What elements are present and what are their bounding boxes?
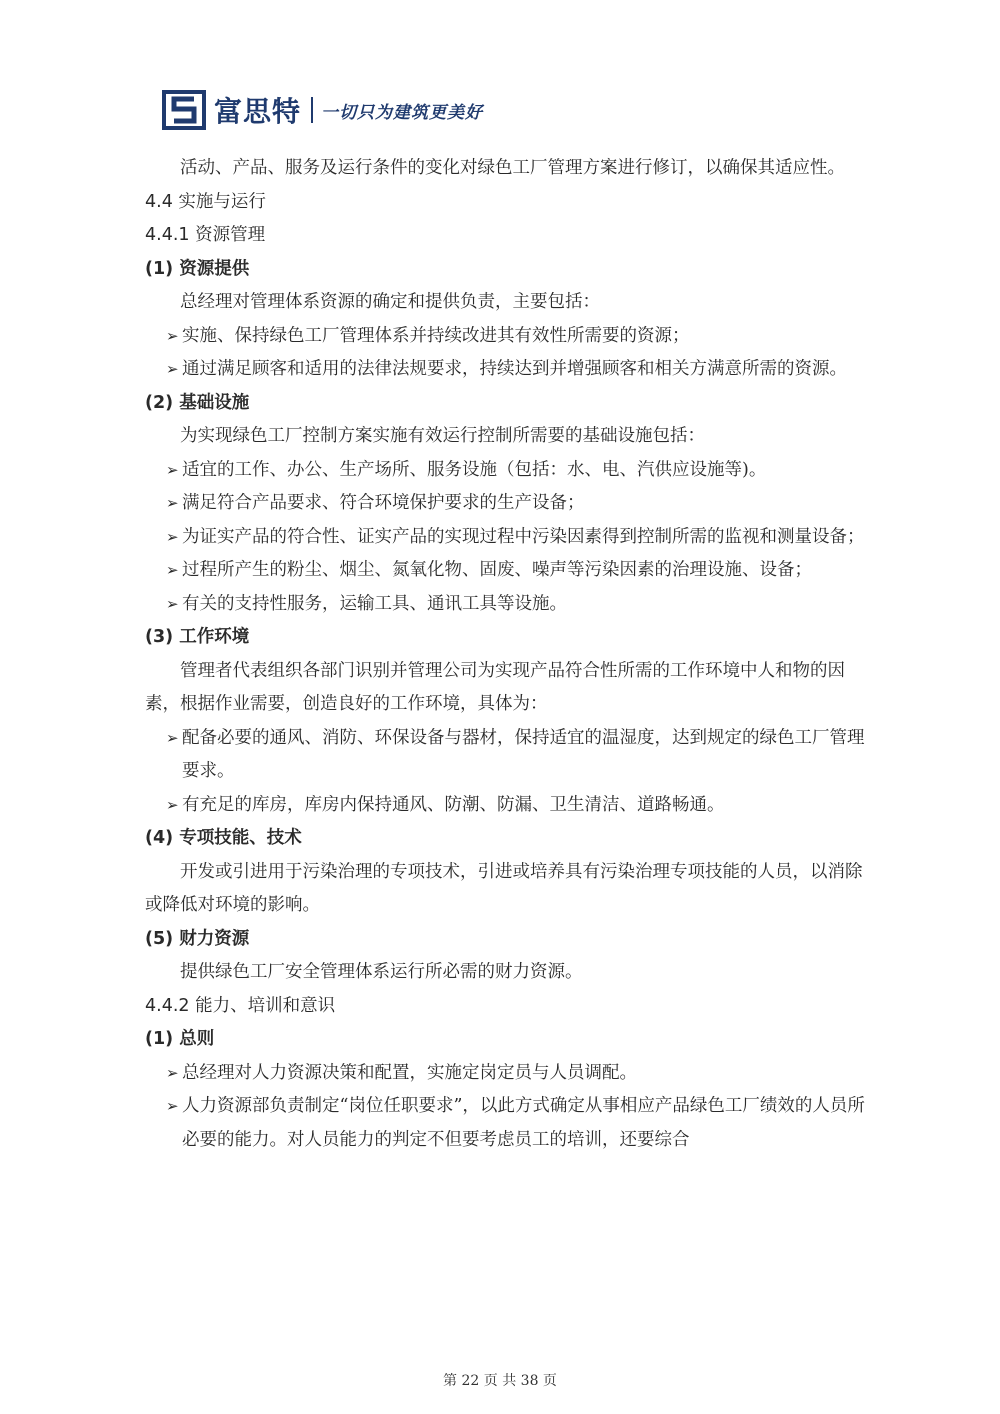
- bullet-text: 人力资源部负责制定“岗位任职要求”，以此方式确定从事相应产品绿色工厂绩效的人员所必要的能力。对人员能力的判定不但要考虑员工的培训，还要综合: [182, 1096, 865, 1150]
- bullet-item: [145, 521, 871, 555]
- body-paragraph: 提供绿色工厂安全管理体系运行所必需的财力资源。: [180, 962, 583, 982]
- bullet-arrow-icon: ➢: [166, 594, 179, 613]
- subsection-heading: (5) 财力资源: [145, 928, 250, 949]
- bullet-item: [145, 454, 871, 488]
- section-heading: 4.4.1 资源管理: [145, 225, 266, 245]
- bullet-arrow-icon: ➢: [166, 494, 179, 512]
- bullet-text: 有充足的库房，库房内保持通风、防潮、防漏、卫生清洁、道路畅通。: [182, 794, 725, 815]
- body-paragraph: 管理者代表组织各部门识别并管理公司为实现产品符合性所需的工作环境中人和物的因素，根据作业需要，创造良好的工作环境，具体为：: [145, 660, 845, 714]
- header-divider: [311, 97, 313, 123]
- bullet-item: [145, 353, 871, 387]
- body-paragraph: 活动、产品、服务及运行条件的变化对绿色工厂管理方案进行修订，以确保其适应性。: [180, 158, 845, 178]
- bullet-arrow-icon: ➢: [166, 728, 179, 747]
- body-paragraph: 开发或引进用于污染治理的专项技术，引进或培养具有污染治理专项技能的人员，以消除或降低对环境的影响。: [145, 861, 863, 915]
- page-header: [162, 88, 483, 132]
- company-logo-icon: [162, 90, 206, 130]
- brand-name: 富思特: [214, 95, 302, 128]
- bullet-item: [145, 1057, 871, 1091]
- bullet-item: [145, 487, 871, 521]
- bullet-item: [145, 588, 871, 622]
- bullet-arrow-icon: ➢: [166, 326, 179, 345]
- section-heading: 4.4 实施与运行: [145, 191, 266, 212]
- body-paragraph: 为实现绿色工厂控制方案实施有效运行控制所需要的基础设施包括：: [180, 426, 705, 446]
- bullet-item: [145, 1090, 871, 1157]
- bullet-arrow-icon: ➢: [166, 527, 179, 546]
- bullet-arrow-icon: ➢: [166, 1063, 179, 1082]
- bullet-text: 适宜的工作、办公、生产场所、服务设施（包括：水、电、汽供应设施等)。: [182, 459, 767, 480]
- bullet-text: 过程所产生的粉尘、烟尘、氮氧化物、固废、噪声等污染因素的治理设施、设备；: [182, 560, 812, 580]
- subsection-heading: (4) 专项技能、技术: [145, 828, 302, 848]
- bullet-text: 为证实产品的符合性、证实产品的实现过程中污染因素得到控制所需的监视和测量设备；: [182, 526, 865, 547]
- bullet-arrow-icon: ➢: [166, 795, 179, 814]
- document-body: [145, 152, 871, 1157]
- bullet-arrow-icon: ➢: [166, 360, 179, 378]
- bullet-item: [145, 554, 871, 588]
- bullet-arrow-icon: ➢: [166, 1097, 179, 1115]
- subsection-heading: (1) 总则: [145, 1029, 215, 1049]
- subsection-heading: (2) 基础设施: [145, 392, 250, 413]
- page-footer: 第 22 页 共 38 页: [443, 1373, 557, 1389]
- bullet-item: [145, 789, 871, 823]
- bullet-text: 有关的支持性服务，运输工具、通讯工具等设施。: [182, 593, 567, 614]
- brand-slogan: 一切只为建筑更美好: [321, 102, 484, 123]
- bullet-text: 实施、保持绿色工厂管理体系并持续改进其有效性所需要的资源；: [182, 325, 690, 346]
- bullet-arrow-icon: ➢: [166, 460, 179, 479]
- bullet-text: 总经理对人力资源决策和配置，实施定岗定员与人员调配。: [182, 1062, 637, 1083]
- bullet-text: 通过满足顾客和适用的法律法规要求，持续达到并增强顾客和相关方满意所需的资源。: [182, 359, 847, 379]
- section-heading: 4.4.2 能力、培训和意识: [145, 995, 336, 1016]
- bullet-text: 满足符合产品要求、符合环境保护要求的生产设备；: [182, 493, 585, 513]
- subsection-heading: (1) 资源提供: [145, 258, 250, 279]
- subsection-heading: (3) 工作环境: [145, 627, 250, 647]
- bullet-text: 配备必要的通风、消防、环保设备与器材，保持适宜的温湿度，达到规定的绿色工厂管理要求。: [182, 727, 865, 781]
- bullet-item: [145, 722, 871, 789]
- bullet-arrow-icon: ➢: [166, 561, 179, 579]
- body-paragraph: 总经理对管理体系资源的确定和提供负责，主要包括：: [180, 292, 600, 312]
- bullet-item: [145, 320, 871, 354]
